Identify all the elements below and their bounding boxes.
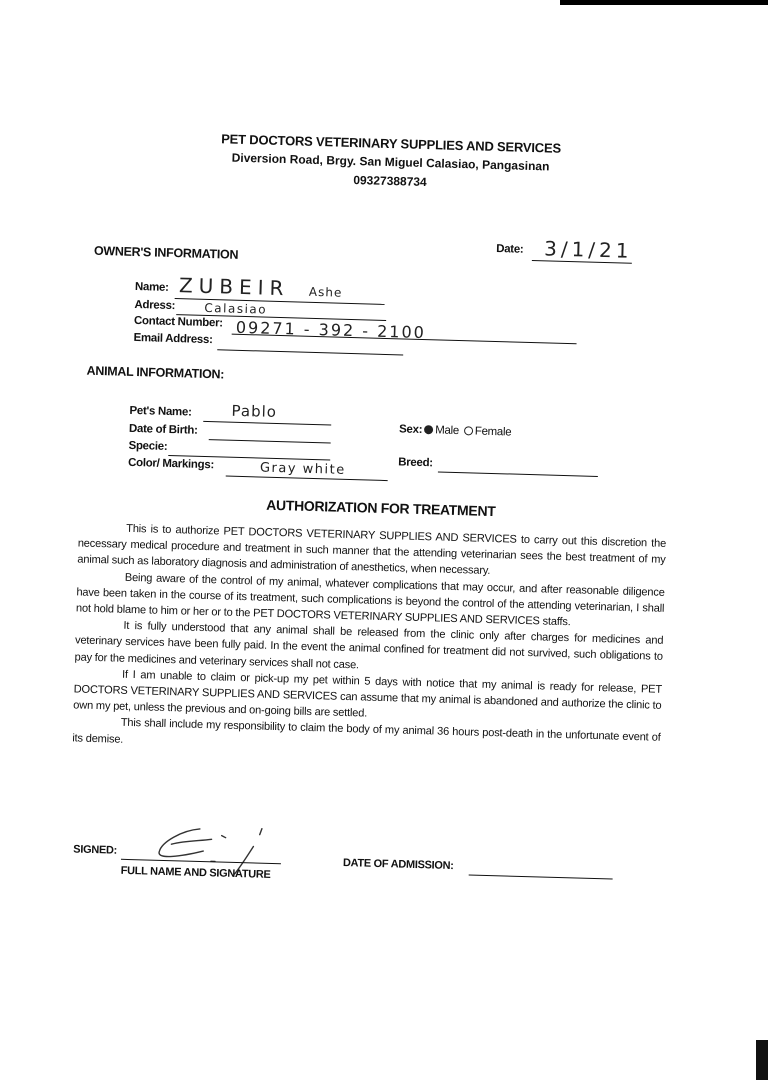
color-value[interactable]: Gray white bbox=[259, 460, 346, 478]
owner-name-value[interactable]: ZUBEIR bbox=[178, 273, 290, 301]
sex-field bbox=[399, 423, 512, 438]
authorization-paragraph: It is fully understood that any animal shall be released from the clinic only after charges for medicines and veterinary services have been fully paid. In the event the animal confined for treatment did not survived, such obligations to pay for the medicines and veterinary services shall not case. bbox=[74, 619, 664, 671]
clinic-phone: 09327388734 bbox=[353, 173, 427, 190]
breed-line bbox=[438, 471, 598, 476]
authorization-paragraph: This shall include my responsibility to claim the body of my animal 36 hours post-death in the unfortunate event of its demise. bbox=[72, 717, 661, 746]
authorization-title: AUTHORIZATION FOR TREATMENT bbox=[266, 496, 496, 520]
owner-address-label: Adress: bbox=[134, 298, 176, 313]
date-label: Date: bbox=[496, 243, 524, 256]
owner-contact-label: Contact Number: bbox=[133, 314, 223, 330]
breed-label: Breed: bbox=[398, 456, 433, 470]
owner-section-title: OWNER'S INFORMATION bbox=[93, 243, 239, 262]
scan-edge-top bbox=[560, 0, 768, 5]
sex-female-checkbox[interactable] bbox=[464, 426, 473, 435]
clinic-address: Diversion Road, Brgy. San Miguel Calasiao, Pangasinan bbox=[231, 150, 550, 174]
owner-email-label: Email Address: bbox=[133, 331, 213, 347]
animal-section-title: ANIMAL INFORMATION: bbox=[86, 363, 225, 382]
date-value[interactable]: 3/1/21 bbox=[543, 236, 633, 263]
full-name-signature-label: FULL NAME AND SIGNATURE bbox=[120, 864, 271, 881]
pet-name-value[interactable]: Pablo bbox=[231, 401, 278, 421]
scan-edge-right bbox=[756, 1040, 768, 1080]
dob-line bbox=[209, 439, 331, 443]
sex-male-checkbox[interactable] bbox=[424, 425, 433, 434]
pet-name-line bbox=[203, 421, 331, 426]
dob-label: Date of Birth: bbox=[128, 422, 198, 437]
authorization-paragraph: This is to authorize PET DOCTORS VETERINARY SUPPLIES AND SERVICES to carry out this discretion the necessary medical procedure and treatment in such manner that the attending veterinarian sees the best treatment of my animal such as laboratory diagnosis and administration of anesthetics, when necessary. bbox=[77, 522, 667, 578]
admission-date-line bbox=[469, 874, 613, 879]
owner-name-extra: Ashe bbox=[308, 284, 343, 300]
sex-female-option: Female bbox=[474, 425, 512, 439]
authorization-body bbox=[72, 519, 666, 762]
owner-email-line bbox=[217, 349, 403, 355]
specie-label: Specie: bbox=[128, 439, 168, 453]
admission-date-label: DATE OF ADMISSION: bbox=[342, 856, 454, 873]
authorization-paragraph: If I am unable to claim or pick-up my pet within 5 days with notice that my animal is ready for release, PET DOCTORS VETERINARY SUPPLIES AND SERVICES can assume that my animal is abandoned and authorize the clinic to own my pet, unless the previous and on-going bills are settled. bbox=[73, 668, 663, 720]
clinic-name: PET DOCTORS VETERINARY SUPPLIES AND SERVICES bbox=[220, 131, 562, 156]
pet-name-label: Pet's Name: bbox=[129, 404, 192, 419]
owner-address-value[interactable]: Calasiao bbox=[204, 300, 268, 317]
sex-label: Sex: bbox=[398, 423, 423, 437]
sex-male-option: Male bbox=[435, 424, 460, 438]
authorization-paragraph: Being aware of the control of my animal, whatever complications that may occur, and after reasonable diligence have been taken in the course of its treatment, such complications is beyond the control of the attending veterinarian, I shall not hold blame to him or her or to the PET DOCTORS VETERINARY SUPPLIES AND SERVICES staffs. bbox=[75, 571, 665, 629]
signed-label: SIGNED: bbox=[73, 843, 118, 857]
color-label: Color/ Markings: bbox=[127, 456, 215, 472]
owner-name-label: Name: bbox=[134, 280, 169, 294]
owner-contact-value[interactable]: 09271 - 392 - 2100 bbox=[235, 317, 427, 343]
